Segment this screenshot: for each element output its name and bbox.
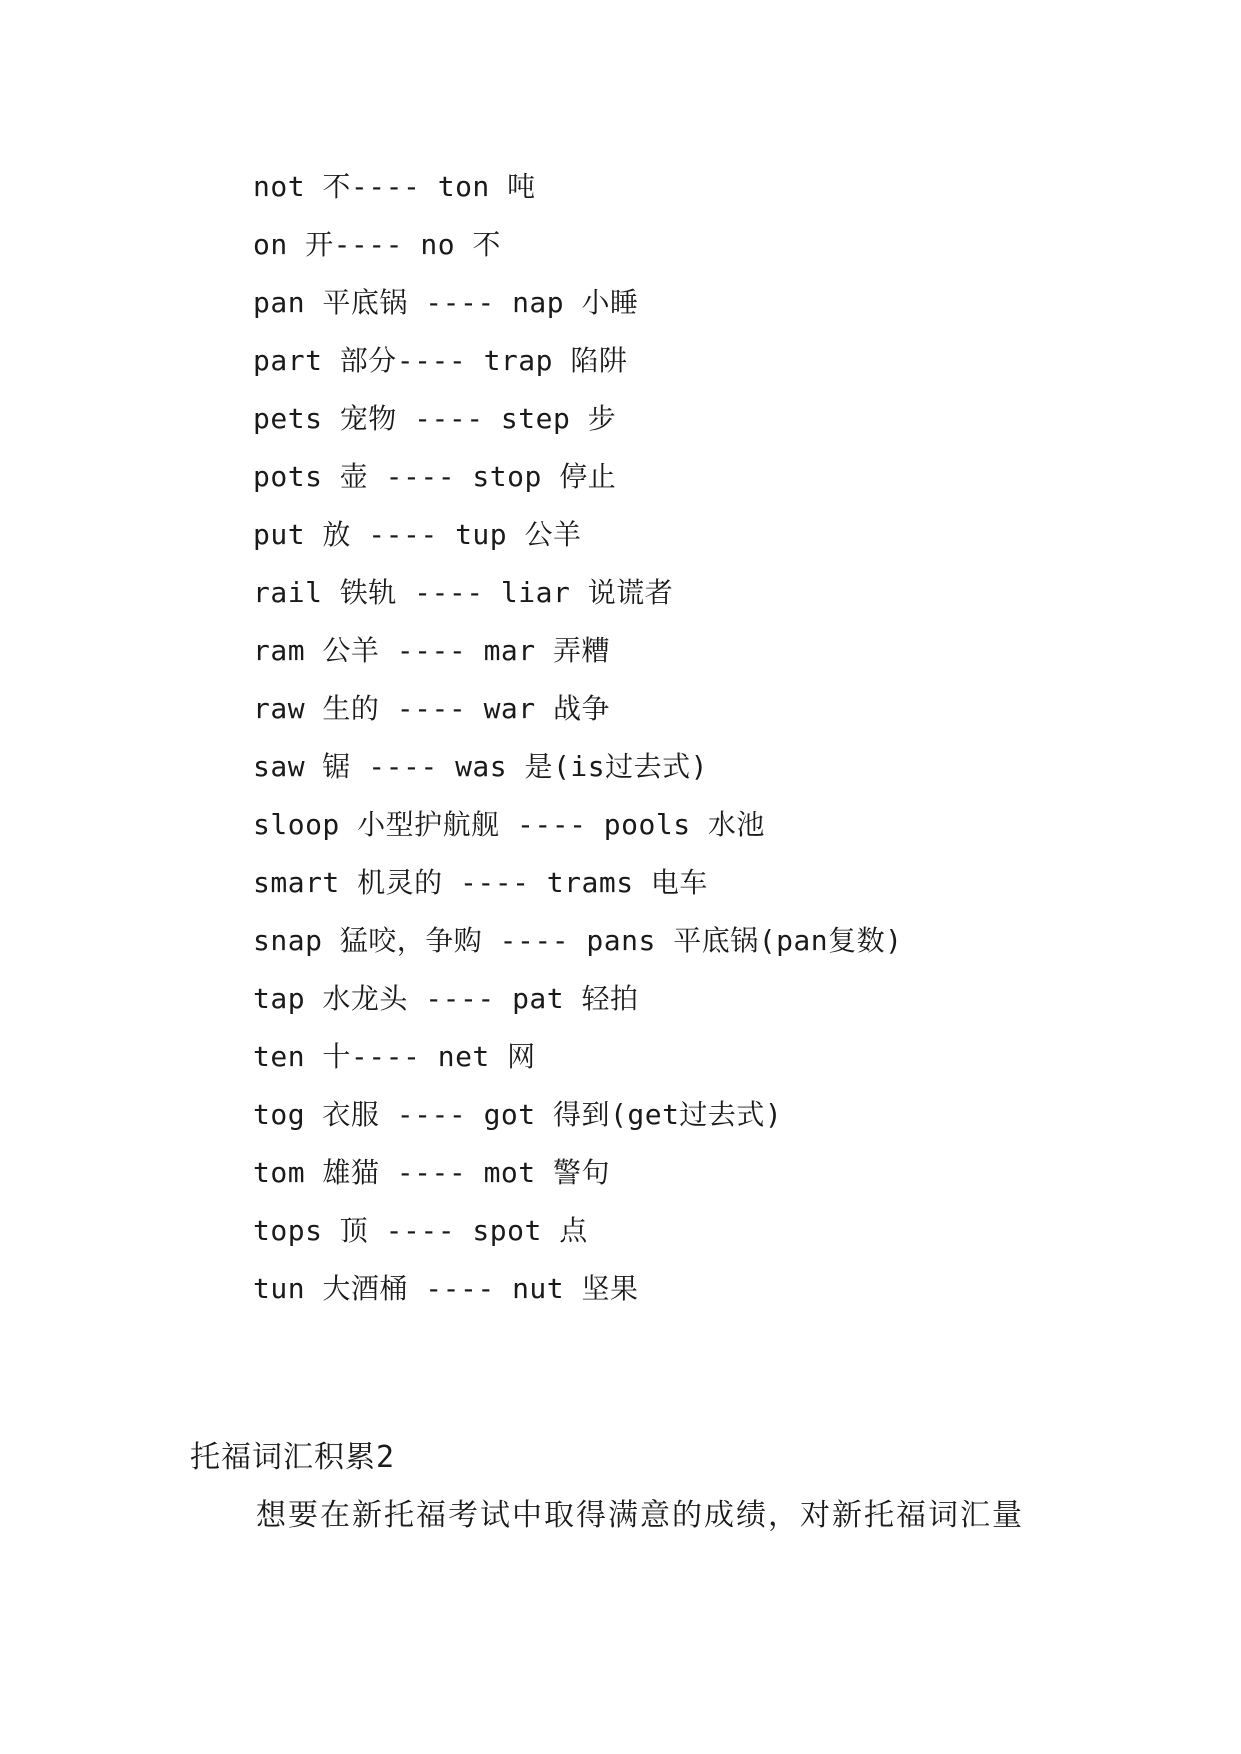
word-pair-line: ten 十---- net 网	[253, 1040, 536, 1073]
word-pair-line: part 部分---- trap 陷阱	[253, 344, 628, 377]
word-pair-line: raw 生的 ---- war 战争	[253, 692, 611, 725]
body-paragraph: 想要在新托福考试中取得满意的成绩，对新托福词汇量	[256, 1498, 1024, 1533]
word-pair-line: sloop 小型护航舰 ---- pools 水池	[253, 808, 765, 841]
word-pair-line: pots 壶 ---- stop 停止	[253, 460, 617, 493]
word-pair-line: put 放 ---- tup 公羊	[253, 518, 582, 551]
word-pair-line: pan 平底锅 ---- nap 小睡	[253, 286, 639, 319]
word-pair-line: tops 顶 ---- spot 点	[253, 1214, 588, 1247]
word-pair-line: tog 衣服 ---- got 得到(get过去式)	[253, 1098, 783, 1131]
word-pair-line: pets 宠物 ---- step 步	[253, 402, 617, 435]
word-pair-line: tom 雄猫 ---- mot 警句	[253, 1156, 611, 1189]
word-pair-line: rail 铁轨 ---- liar 说谎者	[253, 576, 674, 609]
word-pair-line: on 开---- no 不	[253, 228, 501, 261]
word-pair-list	[253, 158, 903, 1318]
word-pair-line: tun 大酒桶 ---- nut 坚果	[253, 1272, 639, 1305]
section-heading: 托福词汇积累2	[190, 1440, 396, 1475]
word-pair-line: tap 水龙头 ---- pat 轻拍	[253, 982, 639, 1015]
word-pair-line: snap 猛咬，争购 ---- pans 平底锅(pan复数)	[253, 924, 903, 957]
word-pair-line: smart 机灵的 ---- trams 电车	[253, 866, 708, 899]
word-pair-line: ram 公羊 ---- mar 弄糟	[253, 634, 611, 667]
word-pair-line: saw 锯 ---- was 是(is过去式)	[253, 750, 708, 783]
word-pair-line: not 不---- ton 吨	[253, 170, 536, 203]
